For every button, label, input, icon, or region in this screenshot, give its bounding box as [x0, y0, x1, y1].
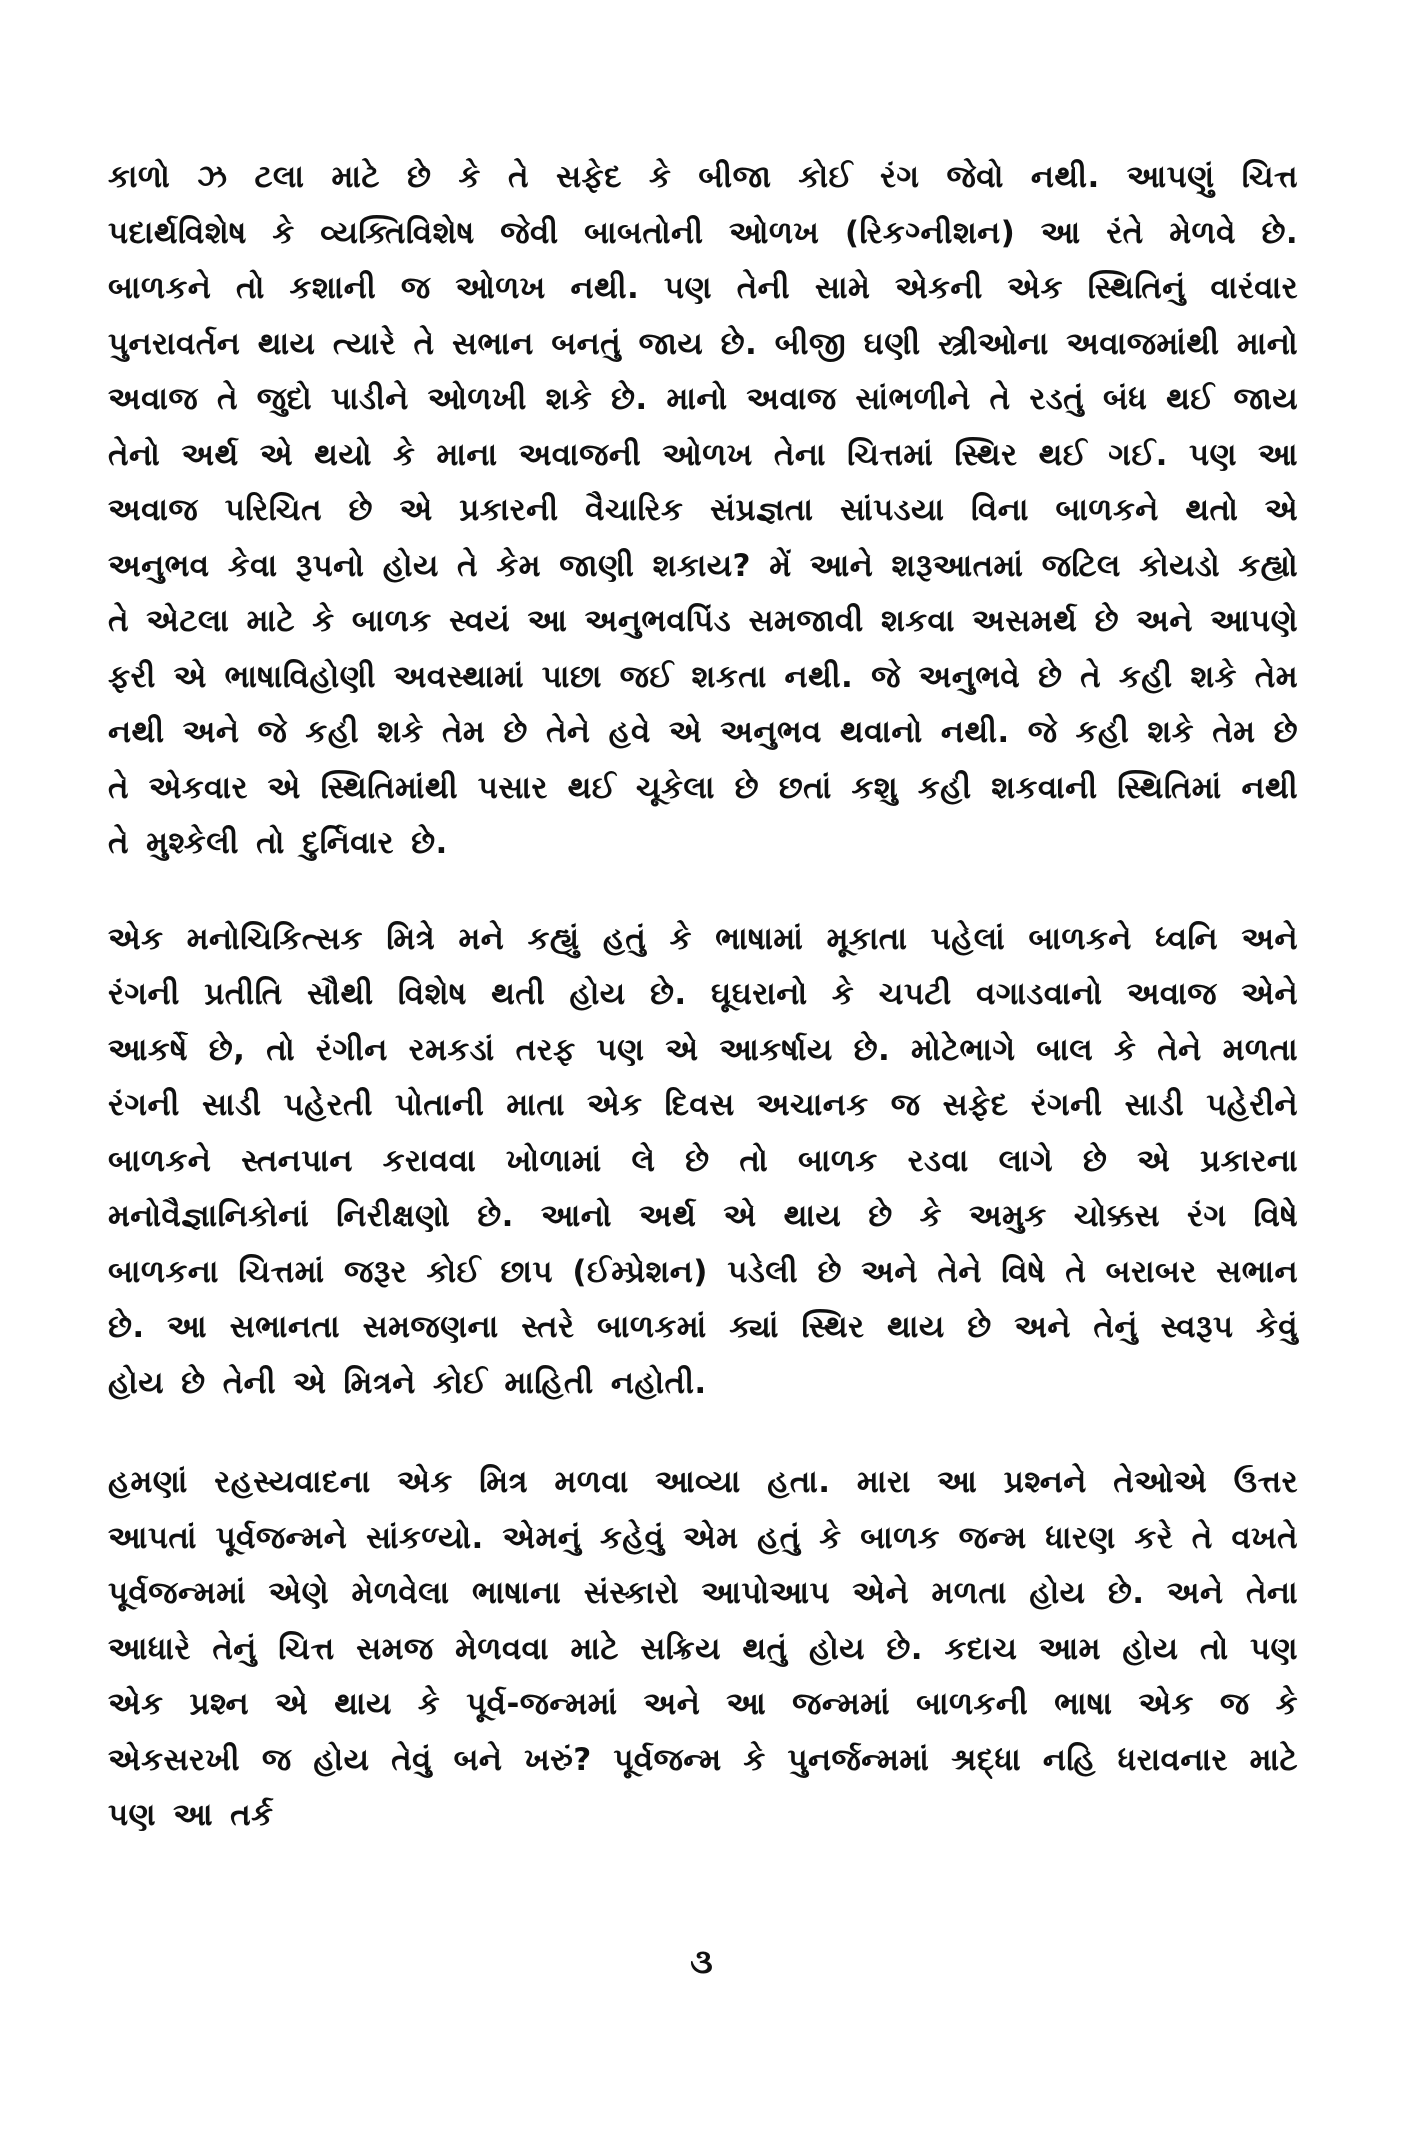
page-number: ૩	[690, 1942, 713, 1982]
paragraph-1: કાળો ઝ ટલા માટે છે કે તે સફેદ કે બીજા કોઈ રંગ જેવો નથી. આપણું ચિત્ત પદાર્થવિશેષ કે વ્યક્તિવિશેષ જેવી બાબતોની ઓળખ (રિકગ્નીશન) આ રંતે મેળવે છે. બાળકને તો કશાની જ ઓળખ નથી. પણ તેની સામે એકની એક સ્થિતિનું વારંવાર પુનરાવર્તન થાય ત્યારે તે સભાન બનતું જાય છે. બીજી ઘણી સ્ત્રીઓના અવાજમાંથી માનો અવાજ તે જુદો પાડીને ઓળખી શકે છે. માનો અવાજ સાંભળીને તે રડતું બંધ થઈ જાય તેનો અર્થ એ થયો કે માના અવાજની ઓળખ તેના ચિત્તમાં સ્થિર થઈ ગઈ. પણ આ અવાજ પરિચિત છે એ પ્રકારની વૈચારિક સંપ્રજ્ઞતા સાંપડયા વિના બાળકને થતો એ અનુભવ કેવા રૂપનો હોય તે કેમ જાણી શકાય? મેં આને શરૂઆતમાં જટિલ કોયડો કહ્યો તે એટલા માટે કે બાળક સ્વયં આ અનુભવપિંડ સમજાવી શકવા અસમર્થ છે અને આપણે ફરી એ ભાષાવિહોણી અવસ્થામાં પાછા જઈ શકતા નથી. જે અનુભવે છે તે કહી શકે તેમ નથી અને જે કહી શકે તેમ છે તેને હવે એ અનુભવ થવાનો નથી. જે કહી શકે તેમ છે તે એકવાર એ સ્થિતિમાંથી પસાર થઈ ચૂકેલા છે છતાં કશુ કહી શકવાની સ્થિતિમાં નથી તે મુશ્કેલી તો દુર્નિવાર છે.	[108, 159, 1298, 861]
paragraph-2: એક મનોચિકિત્સક મિત્રે મને કહ્યું હતું કે ભાષામાં મૂકાતા પહેલાં બાળકને ધ્વનિ અને રંગની પ્રતીતિ સૌથી વિશેષ થતી હોય છે. ઘૂઘરાનો કે ચપટી વગાડવાનો અવાજ એને આકર્ષે છે, તો રંગીન રમકડાં તરફ પણ એ આકર્ષાય છે. મોટેભાગે બાલ કે તેને મળતા રંગની સાડી પહેરતી પોતાની માતા એક દિવસ અચાનક જ સફેદ રંગની સાડી પહેરીને બાળકને સ્તનપાન કરાવવા ખોળામાં લે છે તો બાળક રડવા લાગે છે એ પ્રકારના મનોવૈજ્ઞાનિકોનાં નિરીક્ષણો છે. આનો અર્થ એ થાય છે કે અમુક ચોક્કસ રંગ વિષે બાળકના ચિત્તમાં જરૂર કોઈ છાપ (ઈમ્પ્રેશન) પડેલી છે અને તેને વિષે તે બરાબર સભાન છે. આ સભાનતા સમજણના સ્તરે બાળકમાં ક્યાં સ્થિર થાય છે અને તેનું સ્વરૂપ કેવું હોય છે તેની એ મિત્રને કોઈ માહિતી નહોતી.	[108, 920, 1298, 1401]
paragraph-3: હમણાં રહસ્યવાદના એક મિત્ર મળવા આવ્યા હતા. મારા આ પ્રશ્નને તેઓએ ઉત્તર આપતાં પૂર્વજન્મને સાંકળ્યો. એમનું કહેવું એમ હતું કે બાળક જન્મ ધારણ કરે તે વખતે પૂર્વજન્મમાં એણે મેળવેલા ભાષાના સંસ્કારો આપોઆપ એને મળતા હોય છે. અને તેના આધારે તેનું ચિત્ત સમજ મેળવવા માટે સક્રિય થતું હોય છે. કદાચ આમ હોય તો પણ એક પ્રશ્ન એ થાય કે પૂર્વ-જન્મમાં અને આ જન્મમાં બાળકની ભાષા એક જ કે એકસરખી જ હોય તેવું બને ખરું? પૂર્વજન્મ કે પુનર્જન્મમાં શ્રદ્ધા નહિ ધરાવનાર માટે પણ આ તર્ક	[108, 1464, 1298, 1833]
book-page	[108, 150, 1298, 2050]
